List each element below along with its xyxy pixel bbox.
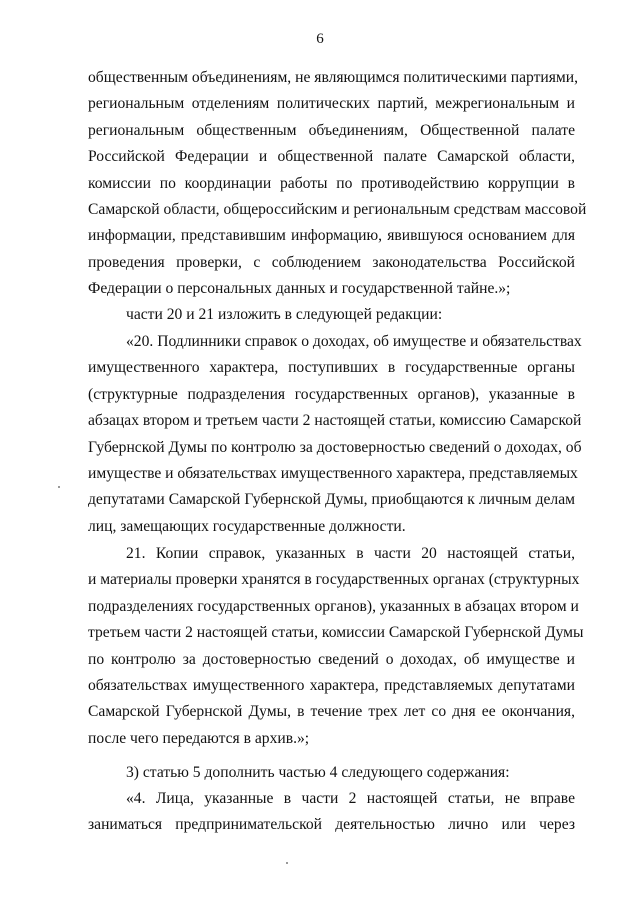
text-line: «4. Лица, указанные в части 2 настоящей статьи, не вправе [126, 790, 575, 807]
text-line: региональным отделениям политических партий, межрегиональным и [88, 95, 575, 113]
text-line: заниматься предпринимательской деятельностью лично или через [88, 816, 575, 834]
text-line: после чего передаются в архив.»; [88, 729, 310, 747]
scan-speck [286, 862, 288, 864]
text-line: (структурные подразделения государственных органов), указанные в [88, 385, 575, 403]
paragraph-6 [88, 786, 575, 839]
page-number: 6 [316, 31, 324, 47]
text-line: 21. Копии справок, указанных в части 20 настоящей статьи, [126, 545, 575, 562]
text-line: комиссии по координации работы по противодействию коррупции в [88, 174, 575, 192]
text-line: по контролю за достоверностью сведений о доходах, об имуществе и [88, 650, 575, 668]
text-line: Российской Федерации и общественной палате Самарской области, [88, 148, 575, 166]
text-line: обязательствах имущественного характера, представляемых депутатами [88, 676, 575, 694]
text-line: имуществе и обязательствах имущественного характера, представляемых [88, 464, 578, 482]
text-line: 3) статью 5 дополнить частью 4 следующего содержания: [126, 764, 510, 781]
text-line: информации, представившим информацию, явившуюся основанием для [88, 227, 575, 245]
text-line: лиц, замещающих государственные должности. [88, 517, 406, 535]
text-line: Самарской области, общероссийским и региональным средствам массовой [88, 200, 587, 218]
scan-speck [58, 486, 60, 488]
text-line: подразделениях государственных органов), указанных в абзацах втором и [88, 597, 579, 615]
text-line: третьем части 2 настоящей статьи, комиссии Самарской Губернской Думы [88, 624, 584, 642]
text-line: региональным общественным объединениям, Общественной палате [88, 121, 575, 139]
text-line: части 20 и 21 изложить в следующей редакции: [126, 306, 443, 323]
paragraph-3 [88, 329, 582, 540]
text-line: Губернской Думы по контролю за достоверностью сведений о доходах, об [88, 438, 582, 456]
paragraph-5 [88, 760, 575, 786]
text-line: депутатами Самарской Губернской Думы, приобщаются к личным делам [88, 491, 575, 509]
text-line: Федерации о персональных данных и государственной тайне.»; [88, 280, 511, 298]
text-line: «20. Подлинники справок о доходах, об имуществе и обязательствах [126, 333, 582, 350]
text-line: проведения проверки, с соблюдением законодательства Российской [88, 253, 575, 271]
paragraph-4 [88, 541, 584, 752]
text-line: общественным объединениям, не являющимся политическими партиями, [88, 69, 579, 86]
paragraph-2 [88, 302, 575, 328]
text-line: имущественного характера, поступивших в государственные органы [88, 359, 575, 377]
paragraph-1 [88, 65, 587, 303]
text-line: абзацах втором и третьем части 2 настоящей статьи, комиссию Самарской [88, 412, 582, 430]
text-line: Самарской Губернской Думы, в течение трех лет со дня ее окончания, [88, 703, 575, 721]
text-line: и материалы проверки хранятся в государственных органах (структурных [88, 571, 580, 589]
